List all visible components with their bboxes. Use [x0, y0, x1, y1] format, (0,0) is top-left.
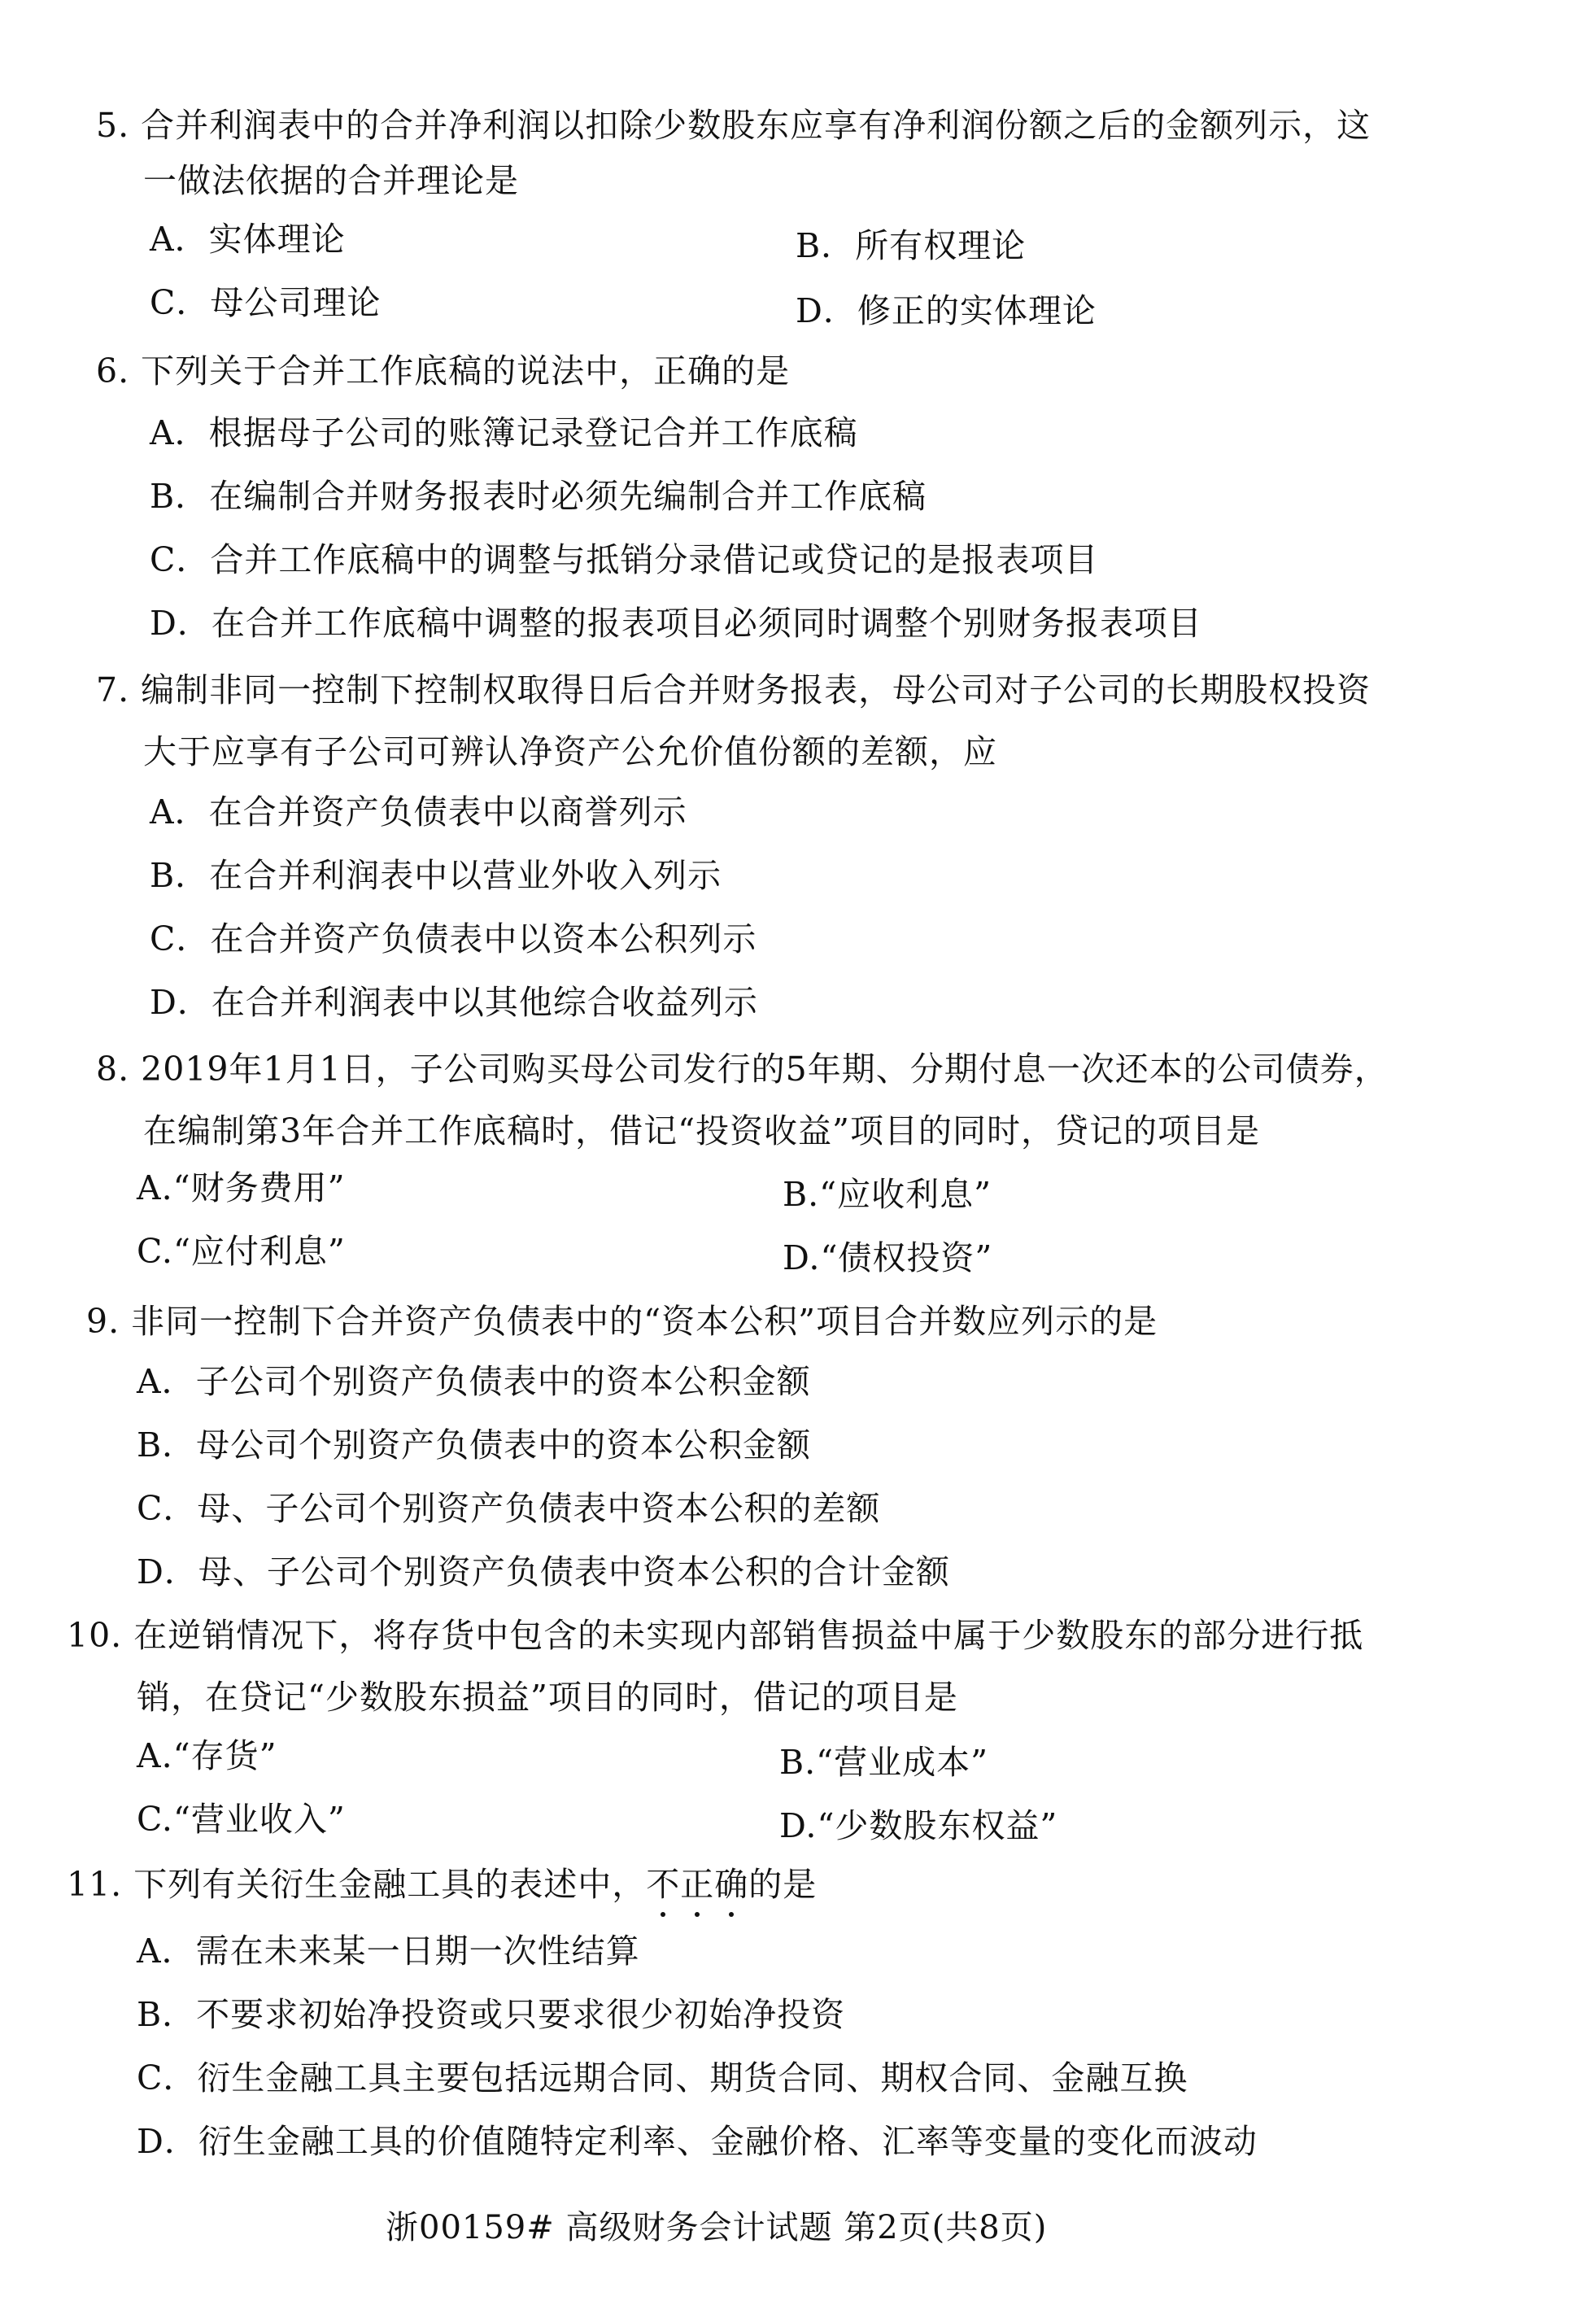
option-10b — [779, 1741, 988, 1783]
option-6d — [150, 602, 1202, 644]
option-text: 在合并资产负债表中以资本公积列示 — [210, 919, 757, 958]
question-number: 11. — [67, 1865, 123, 1904]
option-text: “存货” — [172, 1736, 277, 1775]
option-text: 合并工作底稿中的调整与抵销分录借记或贷记的是报表项目 — [210, 540, 1099, 579]
option-label: B． — [137, 1425, 197, 1465]
option-label: D． — [796, 291, 857, 330]
option-label: A. — [137, 1168, 173, 1207]
option-text: “应付利息” — [172, 1232, 346, 1271]
option-8c — [137, 1230, 346, 1272]
option-label: D. — [779, 1806, 818, 1845]
question-6-stem — [96, 350, 790, 392]
option-label: C． — [150, 540, 211, 579]
option-label: D． — [137, 2122, 198, 2161]
option-label: B． — [796, 226, 856, 265]
question-11-stem — [67, 1863, 817, 1905]
option-label: A． — [137, 1362, 196, 1401]
option-6c — [150, 539, 1098, 581]
option-text: 需在未来某一日期一次性结算 — [195, 1932, 640, 1971]
option-text: “营业成本” — [816, 1743, 989, 1782]
option-6a — [150, 412, 858, 454]
option-text: “营业收入” — [172, 1800, 346, 1839]
option-label: C． — [150, 283, 211, 322]
emphasis-char-text: 不 — [646, 1865, 681, 1904]
option-label: C． — [137, 1489, 198, 1528]
option-7c — [150, 918, 757, 960]
option-text: 实体理论 — [208, 220, 346, 259]
emphasis-char — [646, 1863, 680, 1905]
option-9d — [137, 1551, 950, 1593]
question-stem-text: 下列关于合并工作底稿的说法中，正确的是 — [141, 351, 791, 391]
option-text: 不要求初始净投资或只要求很少初始净投资 — [196, 1995, 846, 2034]
option-label: A． — [137, 1932, 196, 1971]
option-9a — [137, 1360, 811, 1403]
option-label: B． — [150, 477, 210, 516]
option-11b — [137, 1993, 845, 2036]
option-11c — [137, 2057, 1188, 2099]
option-text: 所有权理论 — [855, 226, 1027, 265]
question-9-stem — [86, 1300, 1158, 1342]
emphasis-char-text: 确 — [714, 1865, 749, 1904]
question-number: 6. — [96, 351, 130, 391]
question-number: 8. — [96, 1050, 130, 1089]
option-10a — [137, 1735, 277, 1777]
question-number: 7. — [96, 670, 130, 709]
option-6b — [150, 475, 927, 517]
option-label: B． — [137, 1995, 197, 2034]
option-label: A． — [150, 413, 209, 452]
question-5-stem-line-2: 一做法依据的合并理论是 — [143, 161, 519, 200]
option-text: 在合并工作底稿中调整的报表项目必须同时调整个别财务报表项目 — [211, 604, 1202, 643]
option-label: D． — [150, 604, 211, 643]
emphasis-char — [714, 1863, 748, 1905]
option-label: A． — [150, 220, 209, 259]
option-text: 在编制合并财务报表时必须先编制合并工作底稿 — [209, 477, 927, 516]
option-7a — [150, 791, 687, 833]
option-10d — [779, 1805, 1057, 1847]
emphasis-char — [680, 1863, 714, 1905]
question-10-stem-line-1 — [67, 1614, 1363, 1657]
option-9b — [137, 1424, 811, 1466]
option-label: B. — [779, 1743, 817, 1782]
emphasis-dot — [661, 1912, 665, 1917]
emphasis-char-text: 正 — [680, 1865, 715, 1904]
question-stem-text: 非同一控制下合并资产负债表中的“资本公积”项目合并数应列示的是 — [131, 1302, 1158, 1341]
option-label: C. — [137, 1800, 173, 1839]
option-8d — [783, 1237, 992, 1279]
option-text: “债权投资” — [820, 1238, 993, 1277]
option-label: C． — [137, 2058, 198, 2098]
question-stem-prefix: 下列有关衍生金融工具的表述中， — [133, 1865, 647, 1904]
option-5b — [796, 225, 1026, 267]
option-text: 衍生金融工具的价值随特定利率、金融价格、汇率等变量的变化而波动 — [198, 2122, 1258, 2161]
option-label: C. — [137, 1232, 173, 1271]
question-8-stem-line-1 — [96, 1048, 1389, 1090]
option-label: A． — [150, 792, 209, 832]
question-stem-suffix: 的是 — [748, 1865, 818, 1904]
option-text: 修正的实体理论 — [857, 291, 1097, 330]
option-5c — [150, 282, 381, 324]
option-text: 在合并利润表中以其他综合收益列示 — [211, 983, 758, 1022]
question-5-stem-line-1 — [96, 104, 1371, 146]
option-text: 在合并资产负债表中以商誉列示 — [208, 792, 687, 832]
question-number: 9. — [86, 1302, 120, 1341]
question-number: 10. — [67, 1616, 123, 1655]
option-8b — [783, 1173, 992, 1216]
option-text: 子公司个别资产负债表中的资本公积金额 — [195, 1362, 811, 1401]
option-text: 母公司个别资产负债表中的资本公积金额 — [196, 1425, 812, 1465]
option-9c — [137, 1487, 880, 1530]
option-label: B. — [783, 1175, 820, 1214]
page-footer: 浙00159# 高级财务会计试题 第2页(共8页) — [386, 2209, 1048, 2246]
option-label: D. — [783, 1238, 821, 1277]
option-11d — [137, 2120, 1258, 2163]
option-text: “应收利息” — [819, 1175, 992, 1214]
option-label: A. — [137, 1736, 173, 1775]
option-7d — [150, 981, 758, 1024]
option-label: B． — [150, 856, 210, 895]
option-5d — [796, 290, 1097, 332]
option-text: 母、子公司个别资产负债表中资本公积的合计金额 — [198, 1552, 950, 1591]
question-8-stem-line-2: 在编制第3年合并工作底稿时，借记“投资收益”项目的同时，贷记的项目是 — [143, 1111, 1261, 1150]
option-text: 衍生金融工具主要包括远期合同、期货合同、期权合同、金融互换 — [197, 2058, 1188, 2098]
question-stem-text: 2019年1月1日，子公司购买母公司发行的5年期、分期付息一次还本的公司债券， — [141, 1050, 1389, 1089]
option-label: C． — [150, 919, 211, 958]
option-11a — [137, 1930, 640, 1972]
option-label: D． — [137, 1552, 198, 1591]
emphasis-dot — [695, 1912, 700, 1917]
option-5a — [150, 218, 346, 260]
option-text: “财务费用” — [172, 1168, 346, 1207]
option-text: 母公司理论 — [210, 283, 382, 322]
option-7b — [150, 854, 722, 897]
option-text: “少数股东权益” — [817, 1806, 1058, 1845]
question-7-stem-line-1 — [96, 669, 1371, 711]
question-10-stem-line-2: 销，在贷记“少数股东损益”项目的同时，借记的项目是 — [137, 1678, 958, 1717]
question-stem-text: 在逆销情况下，将存货中包含的未实现内部销售损益中属于少数股东的部分进行抵 — [133, 1616, 1364, 1655]
option-text: 在合并利润表中以营业外收入列示 — [209, 856, 722, 895]
option-8a — [137, 1167, 346, 1209]
emphasis-dot — [729, 1912, 734, 1917]
question-7-stem-line-2: 大于应享有子公司可辨认净资产公允价值份额的差额，应 — [143, 732, 997, 771]
option-text: 根据母子公司的账簿记录登记合并工作底稿 — [208, 413, 858, 452]
option-label: D． — [150, 983, 211, 1022]
option-10c — [137, 1798, 346, 1840]
question-stem-text: 合并利润表中的合并净利润以扣除少数股东应享有净利润份额之后的金额列示，这 — [141, 106, 1371, 145]
option-text: 母、子公司个别资产负债表中资本公积的差额 — [197, 1489, 881, 1528]
question-number: 5. — [96, 106, 130, 145]
question-stem-text: 编制非同一控制下控制权取得日后合并财务报表，母公司对子公司的长期股权投资 — [141, 670, 1371, 709]
